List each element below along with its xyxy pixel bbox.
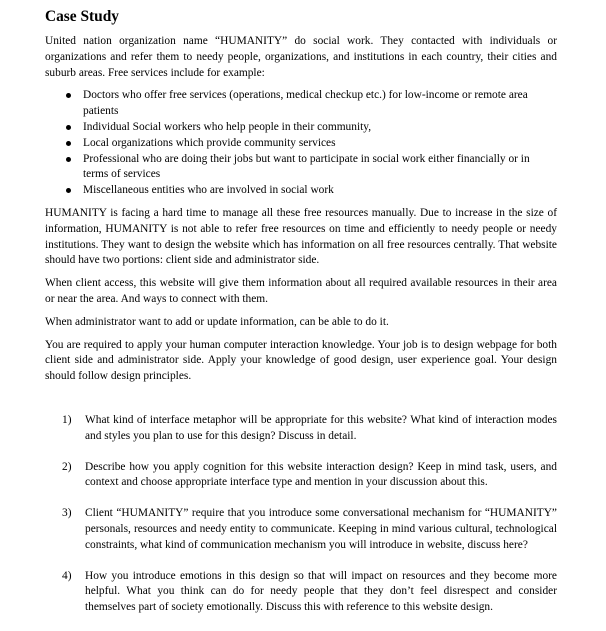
- question-item: [62, 569, 557, 616]
- question-text: Client “HUMANITY” require that you introduce some conversational mechanism for “HUMANITY” personals, resources and needy entity to communicate. Keeping in mind various cultural, technological constraints, what kind of communication mechanism you will introduce in website, discuss here?: [85, 507, 557, 551]
- case-study-document: [45, 7, 557, 631]
- client-side-paragraph: When client access, this website will give them information about all required available resources in their area or near the area. And ways to connect with them.: [45, 277, 557, 305]
- question-item: [62, 506, 557, 553]
- list-item: Local organizations which provide community services: [83, 136, 557, 152]
- list-item: Doctors who offer free services (operations, medical checkup etc.) for low-income or remote area patients: [83, 88, 557, 120]
- question-item: [62, 460, 557, 492]
- question-text: How you introduce emotions in this design so that will impact on resources and they become more helpful. What you think can do for needy people that they don’t feel disrespect and consider themselves part of society emotionally. Discuss this with reference to this website design.: [85, 569, 557, 614]
- question-number: 1): [62, 413, 72, 426]
- list-item: Miscellaneous entities who are involved in social work: [83, 183, 557, 199]
- list-item: Professional who are doing their jobs but want to participate in social work either financially or in terms of services: [83, 152, 557, 184]
- intro-paragraph: United nation organization name “HUMANITY” do social work. They contacted with individuals or organizations and refer them to needy people, organizations, and institutions in each country, their cities and suburb areas. Free services include for example:: [45, 35, 557, 79]
- question-text: What kind of interface metaphor will be appropriate for this website? What kind of interaction modes and styles you plan to use for this design? Discuss in detail.: [85, 413, 557, 442]
- problem-paragraph: HUMANITY is facing a hard time to manage all these free resources manually. Due to increase in the size of information, HUMANITY is not able to refer free resources on time and efficiently to needy people or needy institutions. They want to design the website which has information on all free resources centrally. That website should have two portions: client side and administrator side.: [45, 206, 557, 267]
- questions-list: [45, 413, 557, 616]
- list-item: Individual Social workers who help people in their community,: [83, 120, 557, 136]
- question-number: 3): [62, 507, 72, 520]
- task-paragraph: You are required to apply your human computer interaction knowledge. Your job is to design webpage for both client side and administrator side. Apply your knowledge of good design, user experience goal. Your design should follow design principles.: [45, 338, 557, 383]
- question-item: [62, 413, 557, 445]
- question-number: 4): [62, 569, 72, 582]
- question-number: 2): [62, 460, 72, 473]
- document-title: Case Study: [45, 8, 119, 25]
- free-services-list: [45, 88, 557, 199]
- question-text: Describe how you apply cognition for this website interaction design? Keep in mind task, users, and context and choose appropriate interface type and mention in your discussion about this.: [85, 460, 557, 489]
- administrator-paragraph: When administrator want to add or update information, can be able to do it.: [45, 315, 389, 328]
